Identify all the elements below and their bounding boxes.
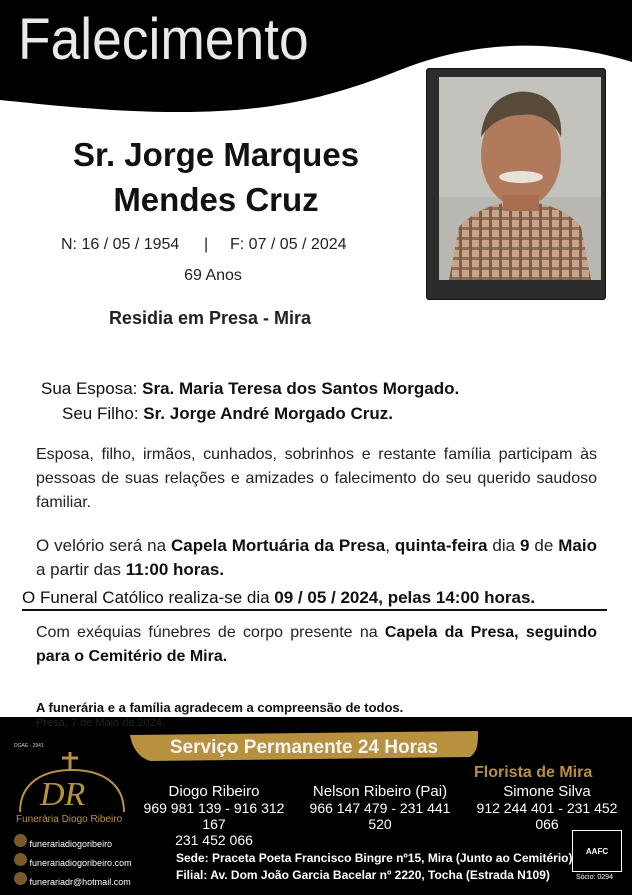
social-email[interactable]	[14, 872, 132, 891]
contact-name: Diogo Ribeiro	[168, 783, 260, 800]
contact-phone: 969 981 139 - 916 312 167	[143, 800, 285, 832]
contact-phone: 912 244 401 - 231 452 066	[476, 800, 618, 832]
date-separator: |	[204, 236, 209, 253]
sede-address: Sede: Praceta Poeta Francisco Bingre nº15, Mira (Junto ao Cemitério)	[176, 851, 573, 865]
facebook-text: funerariadiogoribeiro	[29, 839, 113, 849]
wake-text: ,	[385, 536, 395, 555]
association-logo-text: AAFC	[585, 846, 609, 856]
contact-phone: 966 147 479 - 231 441 520	[309, 800, 451, 832]
logo-letters: DR	[40, 776, 86, 813]
contact-phone: 231 452 066	[175, 832, 253, 848]
place-date: Presa, 7 de Maio de 2024.	[36, 717, 166, 729]
son-line	[62, 404, 393, 424]
portrait-photo	[439, 77, 601, 280]
contact-nelson	[306, 783, 454, 832]
exequias-place: Capela da Presa, seguindo para o Cemitério de Mira.	[36, 624, 597, 665]
spouse-label: Sua Esposa:	[41, 379, 138, 398]
birth-date: N: 16 / 05 / 1954	[61, 236, 180, 253]
wake-date: 9	[520, 536, 530, 555]
exequias-text: Com exéquias fúnebres de corpo presente na	[36, 624, 385, 641]
spouse-name: Sra. Maria Teresa dos Santos Morgado.	[142, 379, 460, 398]
deceased-name-line2: Mendes Cruz	[113, 181, 319, 218]
death-date: F: 07 / 05 / 2024	[230, 236, 347, 253]
filial-address: Filial: Av. Dom João Garcia Bacelar nº 2220, Tocha (Estrada N109)	[176, 868, 550, 882]
contact-diogo	[140, 783, 288, 848]
exequias-info	[36, 621, 597, 669]
residence: Residia em Presa - Mira	[108, 308, 312, 328]
announcement-text: Esposa, filho, irmãos, cunhados, sobrinhos e restante família participam às pessoas de suas relações e amizades o falecimento do seu querido saudoso familiar.	[36, 446, 597, 511]
facebook-icon	[14, 834, 27, 847]
instagram-icon	[14, 853, 27, 866]
wake-text: a partir das	[36, 560, 126, 579]
wake-day: quinta-feira	[394, 536, 488, 555]
wake-text: de	[529, 536, 559, 555]
dgae-number: DGAE - 2941	[14, 743, 44, 749]
contact-simone	[472, 783, 622, 832]
email-text: funerariadr@hotmail.com	[29, 877, 131, 887]
deceased-name-line1: Sr. Jorge Marques	[72, 136, 360, 173]
social-website[interactable]	[14, 853, 132, 872]
funeral-datetime: 09 / 05 / 2024, pelas 14:00 horas.	[274, 588, 536, 607]
contact-name: Nelson Ribeiro (Pai)	[312, 783, 448, 800]
wake-time: 11:00 horas.	[125, 560, 225, 579]
thanks-text: A funerária e a família agradecem a compreensão de todos.	[36, 700, 404, 715]
page-title: Falecimento	[18, 7, 309, 72]
wake-text: O velório será na	[36, 536, 172, 555]
member-number: Sócio: 0294	[576, 874, 613, 881]
wake-place: Capela Mortuária da Presa	[171, 536, 386, 555]
florist-name: Florista de Mira	[474, 764, 593, 781]
social-facebook[interactable]	[14, 834, 132, 853]
service-banner: Serviço Permanente 24 Horas	[169, 737, 439, 758]
funeral-text: O Funeral Católico realiza-se dia	[22, 588, 275, 607]
wake-text: dia	[487, 536, 520, 555]
association-logo	[572, 830, 622, 872]
website-text: funerariadiogoribeiro.com	[29, 858, 132, 868]
age: 69 Anos	[184, 267, 242, 284]
spouse-line	[41, 379, 459, 399]
son-label: Seu Filho:	[62, 404, 139, 423]
email-icon	[14, 872, 27, 885]
contact-name: Simone Silva	[503, 783, 591, 800]
social-links	[14, 834, 132, 891]
logo-caption: Funerária Diogo Ribeiro	[16, 814, 123, 825]
wake-info	[36, 534, 597, 582]
son-name: Sr. Jorge André Morgado Cruz.	[143, 404, 393, 423]
wake-month: Maio	[558, 536, 597, 555]
funeral-info	[22, 588, 607, 611]
